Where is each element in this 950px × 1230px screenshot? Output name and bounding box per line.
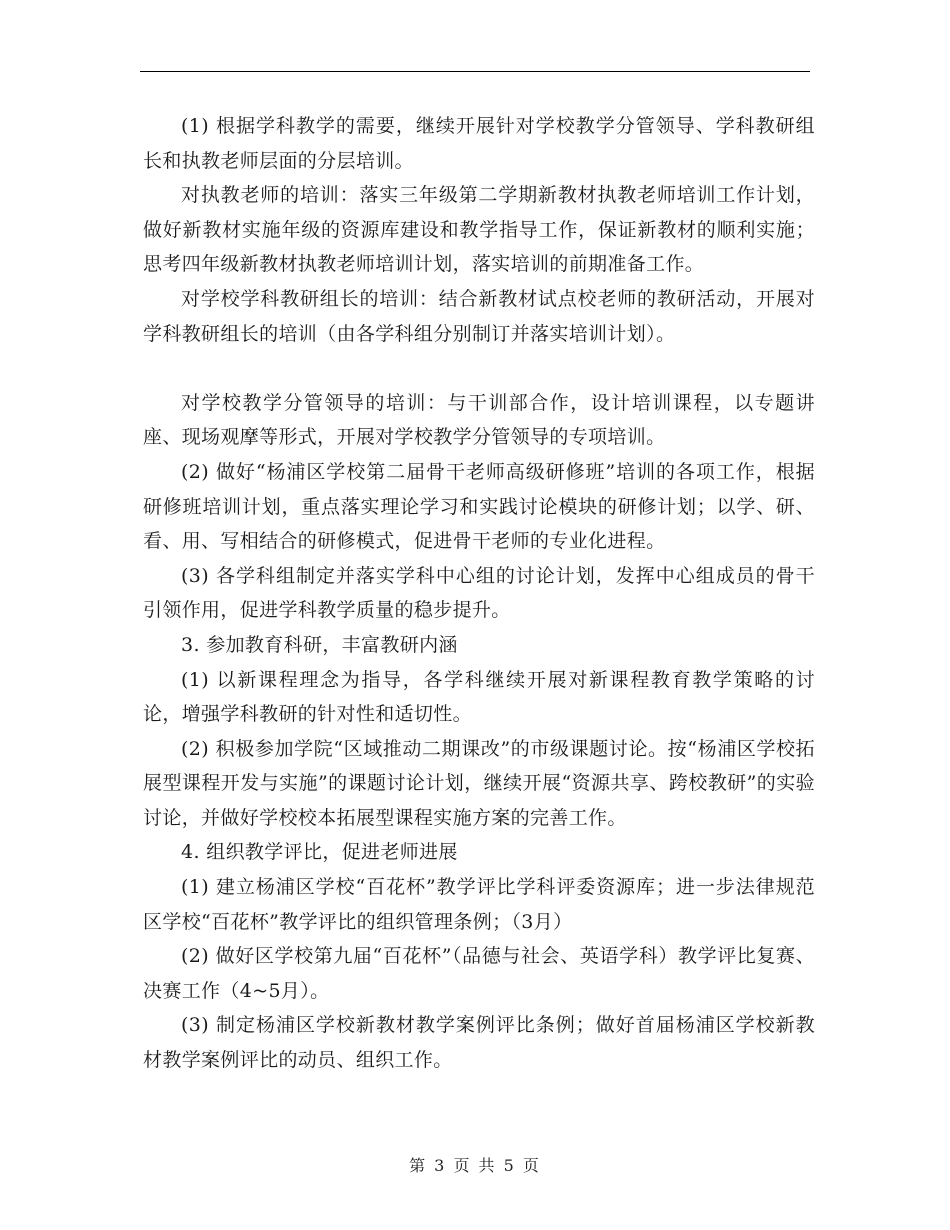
paragraph: (1) 根据学科教学的需要，继续开展针对学校教学分管领导、学科教研组长和执教老师层面的分层培训。 bbox=[143, 115, 815, 172]
header-rule bbox=[140, 71, 810, 72]
paragraph: (3) 制定杨浦区学校新教材教学案例评比条例；做好首届杨浦区学校新教材教学案例评比的动员、组织工作。 bbox=[143, 1014, 815, 1072]
paragraph: (2) 做好“杨浦区学校第二届骨干老师高级研修班”培训的各项工作，根据研修班培训计划，重点落实理论学习和实践讨论模块的研修计划；以学、研、看、用、写相结合的研修模式，促进骨干老师的专业化进程。 bbox=[143, 460, 815, 553]
section-heading: 4. 组织教学评比，促进老师进展 bbox=[181, 841, 458, 864]
blank-line bbox=[143, 351, 815, 386]
section-heading: 3. 参加教育科研，丰富教研内涵 bbox=[181, 633, 458, 656]
document-body bbox=[143, 109, 815, 1078]
paragraph: 对学校教学分管领导的培训：与干训部合作，设计培训课程，以专题讲座、现场观摩等形式，开展对学校教学分管领导的专项培训。 bbox=[143, 391, 815, 449]
page-number: 第 3 页 共 5 页 bbox=[409, 1156, 541, 1175]
paragraph: (1) 建立杨浦区学校“百花杯”教学评比学科评委资源库；进一步法律规范区学校“百花杯”教学评比的组织管理条例；（3月） bbox=[143, 876, 815, 933]
paragraph: 对执教老师的培训：落实三年级第二学期新教材执教老师培训工作计划，做好新教材实施年级的资源库建设和教学指导工作，保证新教材的顺利实施；思考四年级新教材执教老师培训计划，落实培训的前期准备工作。 bbox=[143, 184, 815, 276]
paragraph: (3) 各学科组制定并落实学科中心组的讨论计划，发挥中心组成员的骨干引领作用，促进学科教学质量的稳步提升。 bbox=[143, 564, 815, 622]
paragraph: (1) 以新课程理念为指导，各学科继续开展对新课程教育教学策略的讨论，增强学科教研的针对性和适切性。 bbox=[143, 668, 815, 726]
paragraph: 对学校学科教研组长的培训：结合新教材试点校老师的教研活动，开展对学科教研组长的培训（由各学科组分别制订并落实培训计划）。 bbox=[143, 287, 815, 345]
paragraph: (2) 做好区学校第九届“百花杯”（品德与社会、英语学科）教学评比复赛、决赛工作（4~5月）。 bbox=[143, 945, 815, 1002]
paragraph: (2) 积极参加学院“区域推动二期课改”的市级课题讨论。按“杨浦区学校拓展型课程开发与实施”的课题讨论计划，继续开展“资源共享、跨校教研”的实验讨论，并做好学校校本拓展型课程实施方案的完善工作。 bbox=[143, 737, 815, 829]
